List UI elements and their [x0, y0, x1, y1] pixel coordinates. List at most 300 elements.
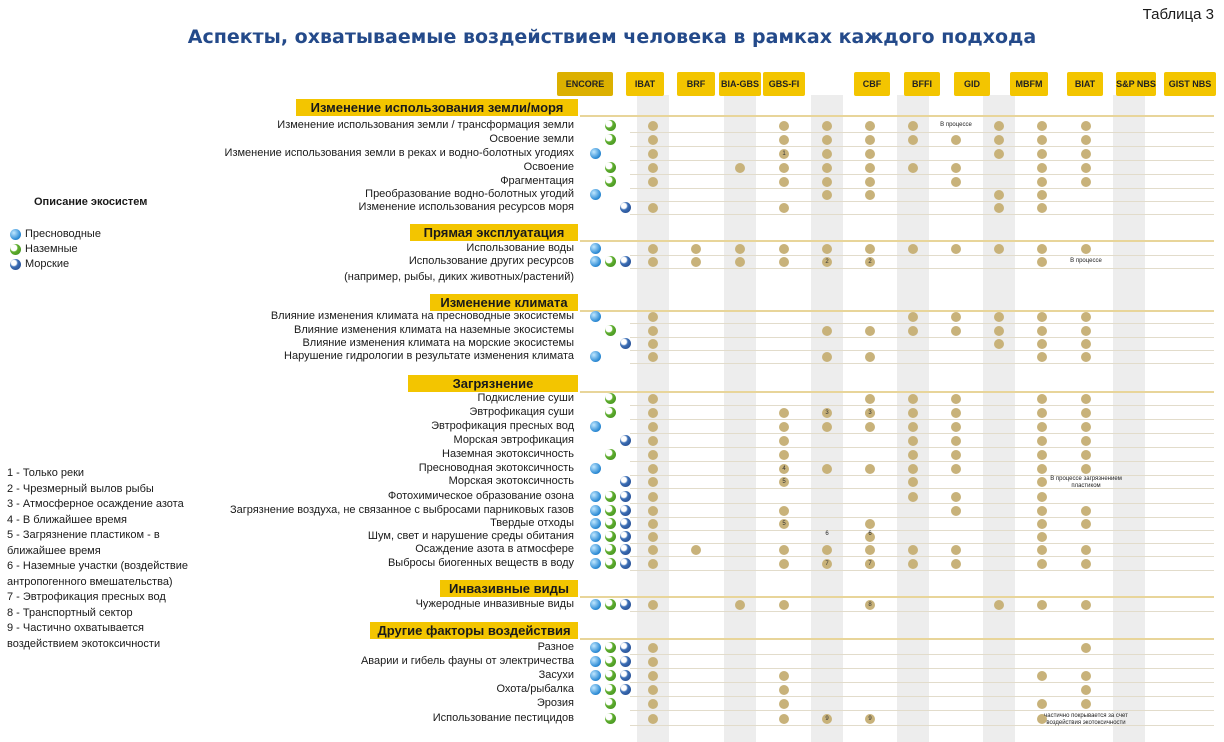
coverage-dot [951, 408, 961, 418]
coverage-dot [1037, 671, 1047, 681]
coverage-dot [951, 312, 961, 322]
coverage-dot [648, 257, 658, 267]
coverage-dot [691, 545, 701, 555]
marine-icon [620, 476, 631, 487]
coverage-dot [1081, 450, 1091, 460]
footnote-item: 6 - Наземные участки (воздействие антропогенного вмешательства) [7, 560, 188, 588]
row-label: Использование воды [466, 242, 574, 254]
coverage-dot-note: 5 [779, 477, 789, 487]
land-icon [605, 256, 616, 267]
row-label: Подкисление суши [477, 392, 574, 404]
freshwater-icon [590, 463, 601, 474]
coverage-dot [1081, 408, 1091, 418]
coverage-dot [1037, 121, 1047, 131]
coverage-dot [951, 163, 961, 173]
coverage-dot [1037, 203, 1047, 213]
coverage-dot [648, 135, 658, 145]
coverage-dot [1037, 257, 1047, 267]
legend-title: Описание экосистем [34, 196, 148, 208]
coverage-dot [865, 177, 875, 187]
land-icon [10, 244, 21, 255]
coverage-dot-note: 8 [865, 600, 875, 610]
coverage-dot [822, 121, 832, 131]
row-divider [630, 174, 1214, 175]
marine-icon [620, 684, 631, 695]
coverage-dot [735, 244, 745, 254]
footnote-text: 6 [868, 531, 872, 537]
coverage-dot [951, 464, 961, 474]
section-divider [580, 240, 1214, 242]
freshwater-icon [590, 311, 601, 322]
land-icon [605, 599, 616, 610]
land-icon [605, 162, 616, 173]
coverage-dot [648, 339, 658, 349]
coverage-dot [1081, 149, 1091, 159]
coverage-dot [1081, 436, 1091, 446]
coverage-dot [908, 477, 918, 487]
coverage-dot [1037, 519, 1047, 529]
row-label: Освоение [523, 161, 574, 173]
row-divider [630, 433, 1214, 434]
section-header: Загрязнение [408, 375, 578, 392]
coverage-dot-note: 3 [865, 408, 875, 418]
coverage-dot [865, 326, 875, 336]
coverage-dot [779, 600, 789, 610]
coverage-dot [779, 559, 789, 569]
coverage-dot [1037, 408, 1047, 418]
legend-marine-label: Морские [25, 258, 70, 270]
coverage-dot [1037, 190, 1047, 200]
coverage-dot [951, 135, 961, 145]
row-divider [630, 419, 1214, 420]
column-header-gist-nbs: GIST NBS [1164, 72, 1216, 96]
row-divider [630, 517, 1214, 518]
row-label: Осаждение азота в атмосфере [415, 543, 574, 555]
land-icon [605, 531, 616, 542]
freshwater-icon [10, 229, 21, 240]
land-icon [605, 407, 616, 418]
coverage-dot [951, 422, 961, 432]
coverage-dot [951, 394, 961, 404]
coverage-dot [1037, 352, 1047, 362]
coverage-dot [648, 477, 658, 487]
coverage-dot [1037, 464, 1047, 474]
coverage-dot [908, 121, 918, 131]
coverage-dot [648, 600, 658, 610]
land-icon [605, 325, 616, 336]
coverage-dot [1081, 671, 1091, 681]
coverage-dot [865, 519, 875, 529]
land-icon [605, 684, 616, 695]
freshwater-icon [590, 670, 601, 681]
coverage-dot [865, 149, 875, 159]
coverage-dot [908, 163, 918, 173]
coverage-dot [1081, 121, 1091, 131]
legend-land-label: Наземные [25, 243, 78, 255]
section-divider [580, 638, 1214, 640]
coverage-dot [1037, 422, 1047, 432]
coverage-dot [1037, 545, 1047, 555]
row-divider [630, 447, 1214, 448]
row-divider [630, 323, 1214, 324]
row-divider [630, 556, 1214, 557]
column-header-ibat: IBAT [626, 72, 664, 96]
coverage-dot [648, 545, 658, 555]
section-divider [580, 310, 1214, 312]
coverage-dot [951, 244, 961, 254]
row-divider [630, 255, 1214, 256]
coverage-dot [822, 190, 832, 200]
section-divider [580, 115, 1214, 117]
row-label: Использование пестицидов [432, 712, 574, 724]
legend-marine [10, 258, 69, 270]
row-label: Аварии и гибель фауны от электричества [360, 655, 574, 667]
coverage-dot [1037, 177, 1047, 187]
land-icon [605, 544, 616, 555]
coverage-dot [951, 326, 961, 336]
coverage-dot [648, 163, 658, 173]
coverage-dot [648, 657, 658, 667]
row-divider [630, 696, 1214, 697]
coverage-dot [648, 699, 658, 709]
marine-icon [10, 259, 21, 270]
row-label: Наземная экотоксичность [442, 448, 574, 460]
coverage-dot [779, 408, 789, 418]
land-icon [605, 134, 616, 145]
coverage-dot [1037, 244, 1047, 254]
coverage-dot [1037, 699, 1047, 709]
coverage-dot [1081, 312, 1091, 322]
coverage-dot [1081, 135, 1091, 145]
land-icon [605, 642, 616, 653]
column-header-gid: GID [954, 72, 990, 96]
marine-icon [620, 435, 631, 446]
page-title: Аспекты, охватываемые воздействием человека в рамках каждого подхода [187, 26, 1037, 48]
land-icon [605, 518, 616, 529]
coverage-dot [822, 244, 832, 254]
land-icon [605, 656, 616, 667]
row-divider [630, 503, 1214, 504]
row-label: Изменение использования земли в реках и водно-болотных угодиях [224, 147, 574, 159]
coverage-dot [994, 121, 1004, 131]
freshwater-icon [590, 684, 601, 695]
coverage-dot [648, 203, 658, 213]
coverage-dot [1081, 600, 1091, 610]
row-label: Морская эвтрофикация [453, 434, 574, 446]
coverage-dot [822, 135, 832, 145]
coverage-dot [908, 436, 918, 446]
section-header: Прямая эксплуатация [410, 224, 578, 241]
freshwater-icon [590, 544, 601, 555]
marine-icon [620, 202, 631, 213]
coverage-dot-note: 7 [822, 559, 832, 569]
coverage-dot [735, 257, 745, 267]
freshwater-icon [590, 505, 601, 516]
coverage-dot [865, 190, 875, 200]
coverage-dot-note: 3 [822, 408, 832, 418]
coverage-dot [994, 326, 1004, 336]
freshwater-icon [590, 642, 601, 653]
coverage-dot [908, 450, 918, 460]
marine-icon [620, 599, 631, 610]
land-icon [605, 491, 616, 502]
land-icon [605, 713, 616, 724]
row-label: Влияние изменения климата на наземные экосистемы [294, 324, 574, 336]
row-divider [630, 405, 1214, 406]
row-label: Эвтрофикация пресных вод [431, 420, 574, 432]
row-label: Изменение использования ресурсов моря [358, 201, 574, 213]
row-label: Выбросы биогенных веществ в воду [387, 557, 574, 569]
coverage-dot [779, 450, 789, 460]
coverage-dot [1037, 339, 1047, 349]
coverage-dot [908, 394, 918, 404]
coverage-dot [908, 312, 918, 322]
coverage-dot [1037, 559, 1047, 569]
status-note: В процессе [1070, 258, 1102, 264]
coverage-dot [1037, 436, 1047, 446]
coverage-dot [1037, 394, 1047, 404]
section-header: Изменение климата [430, 294, 578, 311]
marine-icon [620, 518, 631, 529]
coverage-dot [648, 532, 658, 542]
coverage-dot [951, 492, 961, 502]
table-number: Таблица 3 [1142, 6, 1214, 23]
section-divider [580, 596, 1214, 598]
marine-icon [620, 670, 631, 681]
coverage-dot [1081, 506, 1091, 516]
row-label: Фрагментация [500, 175, 574, 187]
column-header-brf: BRF [677, 72, 715, 96]
row-divider [630, 530, 1214, 531]
row-label: Фотохимическое образование озона [387, 490, 574, 502]
coverage-dot [951, 177, 961, 187]
footnote-item: 1 - Только реки [7, 467, 85, 479]
column-header-gbs-fi: GBS-FI [763, 72, 805, 96]
land-icon [605, 449, 616, 460]
row-divider [630, 132, 1214, 133]
column-header-encore: ENCORE [557, 72, 613, 96]
coverage-dot [691, 257, 701, 267]
coverage-dot [908, 408, 918, 418]
row-divider [630, 654, 1214, 655]
coverage-dot [648, 177, 658, 187]
coverage-dot [1081, 519, 1091, 529]
coverage-dot [865, 394, 875, 404]
coverage-dot [994, 339, 1004, 349]
legend-freshwater [10, 228, 101, 240]
column-header-bffi: BFFI [904, 72, 940, 96]
land-icon [605, 393, 616, 404]
coverage-dot [779, 244, 789, 254]
column-header-cbf: CBF [854, 72, 890, 96]
row-divider [630, 214, 1214, 215]
coverage-dot [1037, 492, 1047, 502]
coverage-dot [648, 149, 658, 159]
coverage-dot [951, 436, 961, 446]
footnote-item: 5 - Загрязнение пластиком - в ближайшее время [7, 529, 160, 557]
row-label: (например, рыбы, диких животных/растений) [344, 271, 574, 283]
row-divider [630, 160, 1214, 161]
coverage-dot [779, 436, 789, 446]
footnote-text: В процессе загрязнением пластиком [1050, 476, 1122, 489]
coverage-dot [1037, 450, 1047, 460]
coverage-dot [648, 352, 658, 362]
coverage-dot [779, 506, 789, 516]
coverage-dot [951, 450, 961, 460]
column-header-s-p-nbs: S&P NBS [1116, 72, 1156, 96]
section-header: Другие факторы воздействия [370, 622, 578, 639]
coverage-dot [865, 352, 875, 362]
coverage-dot [1081, 352, 1091, 362]
coverage-dot [648, 643, 658, 653]
coverage-dot [648, 671, 658, 681]
marine-icon [620, 544, 631, 555]
footnote-item: 3 - Атмосферное осаждение азота [7, 498, 184, 510]
column-header-biat: BIAT [1067, 72, 1103, 96]
land-icon [605, 120, 616, 131]
row-divider [630, 461, 1214, 462]
row-label: Преобразование водно-болотных угодий [365, 188, 574, 200]
coverage-dot-note: 1 [779, 149, 789, 159]
marine-icon [620, 656, 631, 667]
freshwater-icon [590, 189, 601, 200]
row-label: Твердые отходы [490, 517, 574, 529]
coverage-dot [779, 177, 789, 187]
coverage-dot [908, 244, 918, 254]
coverage-dot [994, 203, 1004, 213]
coverage-dot [951, 545, 961, 555]
marine-icon [620, 491, 631, 502]
freshwater-icon [590, 351, 601, 362]
coverage-dot [648, 492, 658, 502]
coverage-dot [908, 422, 918, 432]
coverage-dot [865, 422, 875, 432]
coverage-dot-note: 4 [779, 464, 789, 474]
column-header-mbfm: MBFM [1010, 72, 1048, 96]
coverage-dot [951, 506, 961, 516]
footnote-text: 6 [825, 531, 829, 537]
marine-icon [620, 531, 631, 542]
coverage-dot [1037, 135, 1047, 145]
coverage-dot [648, 559, 658, 569]
coverage-dot [822, 326, 832, 336]
coverage-dot-note: 9 [865, 714, 875, 724]
coverage-dot [1081, 177, 1091, 187]
land-icon [605, 505, 616, 516]
row-divider [630, 363, 1214, 364]
row-label: Засухи [538, 669, 574, 681]
coverage-dot [648, 394, 658, 404]
row-label: Разное [537, 641, 574, 653]
coverage-dot-note: 2 [865, 257, 875, 267]
footnotes [7, 466, 197, 652]
coverage-dot-note: 7 [865, 559, 875, 569]
coverage-dot [1081, 422, 1091, 432]
land-icon [605, 558, 616, 569]
coverage-dot [779, 121, 789, 131]
coverage-dot [1081, 545, 1091, 555]
coverage-dot [1081, 394, 1091, 404]
coverage-dot [691, 244, 701, 254]
freshwater-icon [590, 558, 601, 569]
freshwater-icon [590, 491, 601, 502]
coverage-dot [951, 559, 961, 569]
status-note: В процессе [940, 122, 972, 128]
row-label: Эрозия [536, 697, 574, 709]
coverage-dot [648, 436, 658, 446]
land-icon [605, 176, 616, 187]
marine-icon [620, 338, 631, 349]
coverage-dot [648, 408, 658, 418]
coverage-dot [779, 135, 789, 145]
coverage-dot [1037, 149, 1047, 159]
coverage-dot [779, 671, 789, 681]
coverage-dot [908, 135, 918, 145]
footnote-item: 7 - Эвтрофикация пресных вод [7, 591, 166, 603]
coverage-dot [994, 244, 1004, 254]
coverage-dot [779, 545, 789, 555]
row-label: Эвтрофикация суши [469, 406, 574, 418]
row-label: Изменение использования земли / трансформация земли [277, 119, 574, 131]
marine-icon [620, 558, 631, 569]
coverage-dot [1081, 559, 1091, 569]
row-divider [630, 668, 1214, 669]
coverage-dot [779, 714, 789, 724]
marine-icon [620, 505, 631, 516]
row-divider [630, 570, 1214, 571]
marine-icon [620, 642, 631, 653]
coverage-dot [779, 203, 789, 213]
coverage-dot [865, 135, 875, 145]
freshwater-icon [590, 243, 601, 254]
coverage-dot [865, 545, 875, 555]
coverage-dot [1037, 312, 1047, 322]
coverage-dot [648, 422, 658, 432]
row-label: Чужеродные инвазивные виды [415, 598, 574, 610]
coverage-dot [994, 135, 1004, 145]
coverage-dot-note: 9 [822, 714, 832, 724]
coverage-dot [908, 326, 918, 336]
row-divider [630, 268, 1214, 269]
row-label: Охота/рыбалка [496, 683, 574, 695]
freshwater-icon [590, 148, 601, 159]
row-label: Влияние изменения климата на пресноводные экосистемы [270, 310, 574, 322]
coverage-dot [779, 685, 789, 695]
column-header-bia-gbs: BIA-GBS [719, 72, 761, 96]
row-label: Шум, свет и нарушение среды обитания [367, 530, 574, 542]
coverage-dot [648, 519, 658, 529]
footnote-text: частично покрывается за счет воздействия экотоксичности [1044, 713, 1128, 726]
land-icon [605, 670, 616, 681]
coverage-dot [822, 177, 832, 187]
coverage-dot [1081, 643, 1091, 653]
row-divider [630, 201, 1214, 202]
coverage-dot [822, 149, 832, 159]
freshwater-icon [590, 656, 601, 667]
freshwater-icon [590, 599, 601, 610]
coverage-dot [779, 257, 789, 267]
footnote-item: 4 - В ближайшее время [7, 513, 127, 526]
coverage-dot [648, 326, 658, 336]
row-label: Влияние изменения климата на морские экосистемы [302, 337, 574, 349]
row-divider [630, 611, 1214, 612]
row-divider [630, 543, 1214, 544]
freshwater-icon [590, 531, 601, 542]
coverage-dot [1037, 506, 1047, 516]
coverage-dot [648, 121, 658, 131]
coverage-dot-note: 5 [779, 519, 789, 529]
row-divider [630, 146, 1214, 147]
